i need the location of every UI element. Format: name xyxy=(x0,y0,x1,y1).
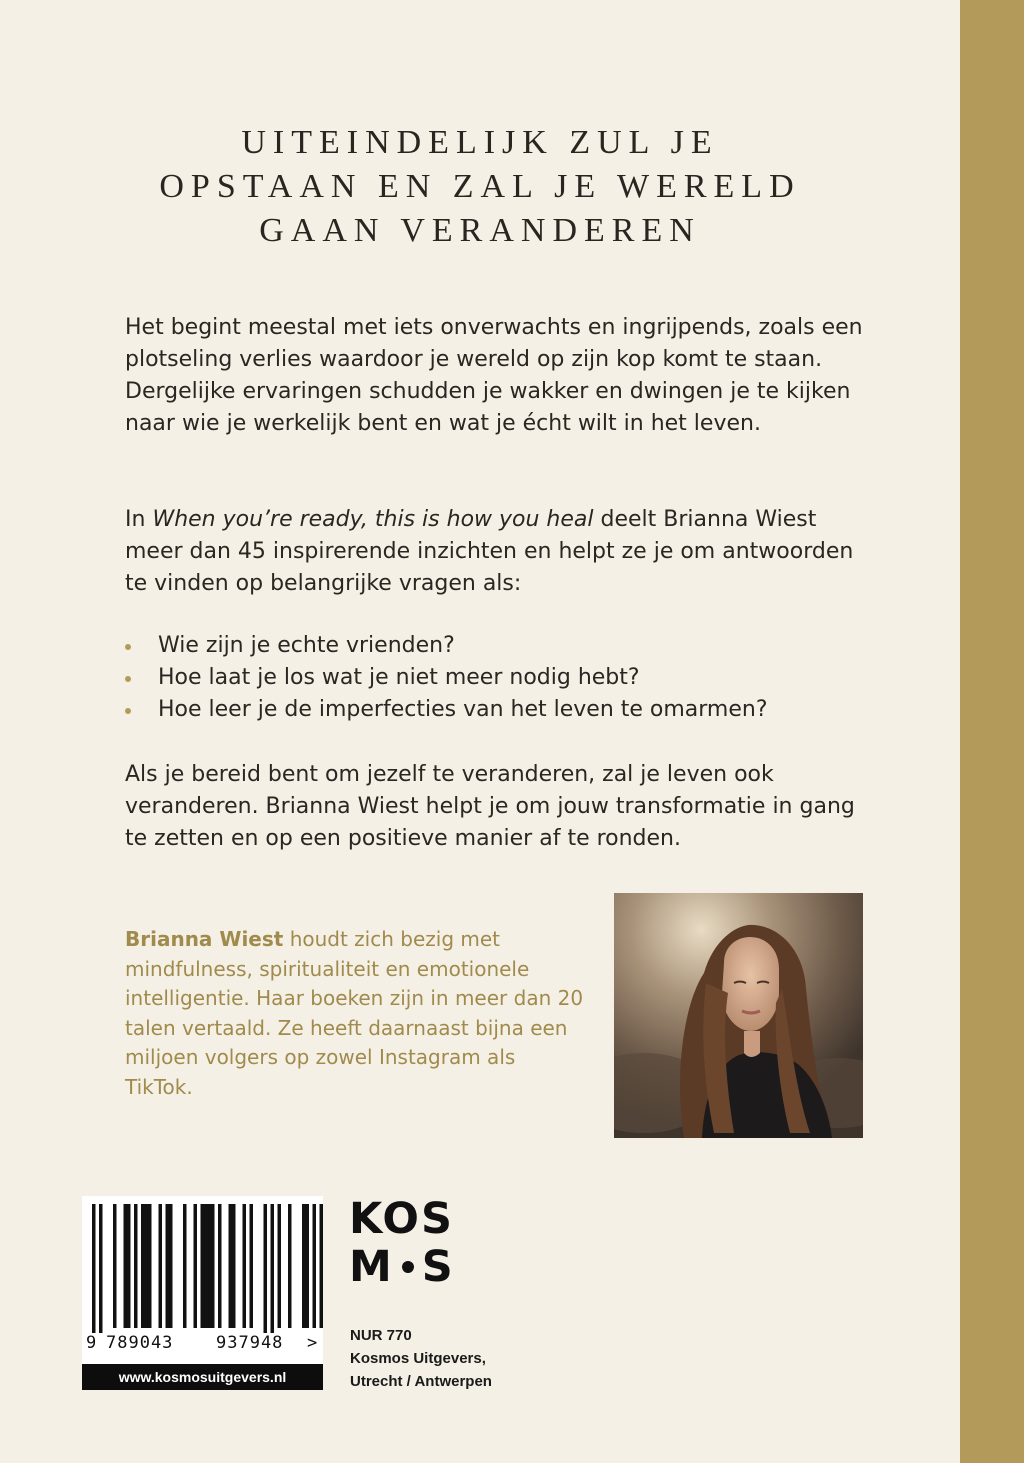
isbn-first-digit: 9 xyxy=(86,1333,98,1353)
nur-code: NUR 770 xyxy=(350,1327,412,1344)
author-portrait-illustration xyxy=(614,893,863,1138)
isbn-trailer: > xyxy=(307,1333,319,1353)
list-item xyxy=(125,630,885,662)
barcode-bar xyxy=(113,1204,117,1328)
barcode-bar xyxy=(320,1204,324,1328)
barcode-bar xyxy=(92,1204,96,1333)
publisher-city: Utrecht / Antwerpen xyxy=(350,1373,492,1390)
list-item-text: Hoe laat je los wat je niet meer nodig hebt? xyxy=(158,665,640,690)
publisher-website: www.kosmosuitgevers.nl xyxy=(82,1364,323,1390)
closing-paragraph: Als je bereid bent om jezelf te veranderen, zal je leven ook veranderen. Brianna Wiest helpt je om jouw transformatie in gang te zetten en op een positieve manier af te ronden. xyxy=(125,762,855,851)
logo-letter-m: M xyxy=(349,1242,394,1292)
publisher-name: Kosmos Uitgevers, xyxy=(350,1350,486,1367)
barcode-bar xyxy=(201,1204,215,1328)
book-title: When you’re ready, this is how you heal xyxy=(152,507,594,532)
book-paragraph xyxy=(125,504,870,600)
book-paragraph-prefix: In xyxy=(125,507,153,532)
author-bio-text: houdt zich bezig met mindfulness, spiritualiteit en emotionele intelligentie. Haar boeken zijn in meer dan 20 talen vertaald. Ze heeft daarnaast bijna een miljoen volgers op zowel Instagram als TikTok. xyxy=(125,927,584,1099)
headline-line-2: OPSTAAN EN ZAL JE WERELD xyxy=(159,168,801,205)
logo-dot-icon xyxy=(402,1261,414,1273)
barcode-bar xyxy=(134,1204,138,1328)
kosmos-logo xyxy=(349,1195,469,1291)
author-bio xyxy=(125,925,585,1102)
list-item-text: Hoe leer je de imperfecties van het leven te omarmen? xyxy=(158,697,768,722)
barcode-bar xyxy=(194,1204,198,1328)
barcode-bar xyxy=(141,1204,152,1328)
barcode-bar xyxy=(218,1204,222,1328)
bullet-icon xyxy=(125,644,131,650)
barcode-bar xyxy=(250,1204,254,1328)
barcode-bar xyxy=(166,1204,173,1328)
barcode-bar xyxy=(243,1204,247,1328)
publisher-info xyxy=(350,1324,492,1393)
barcode-bar xyxy=(288,1204,292,1328)
isbn-barcode xyxy=(82,1196,323,1390)
barcode-bar xyxy=(271,1204,275,1333)
list-item-text: Wie zijn je echte vrienden? xyxy=(158,633,455,658)
barcode-bar xyxy=(124,1204,131,1328)
barcode-bar xyxy=(302,1204,309,1328)
barcode-bars xyxy=(82,1196,323,1333)
logo-line-1: KOS xyxy=(349,1194,454,1244)
intro-paragraph: Het begint meestal met iets onverwachts en ingrijpends, zoals een plotseling verlies waardoor je wereld op zijn kop komt te staan. Dergelijke ervaringen schudden je wakker en dwingen je te kijken naar wie je werkelijk bent en wat je écht wilt in het leven. xyxy=(125,315,863,436)
author-photo xyxy=(614,893,863,1138)
logo-line-2 xyxy=(349,1243,469,1291)
barcode-bar xyxy=(313,1204,317,1328)
isbn-group-1: 789043 xyxy=(106,1333,174,1353)
barcode-bar xyxy=(159,1204,163,1328)
headline-line-3: GAAN VERANDEREN xyxy=(259,212,701,249)
question-list xyxy=(125,630,885,726)
logo-letter-s: S xyxy=(421,1242,455,1292)
book-paragraph-suffix: deelt Brianna Wiest meer dan 45 inspirerende inzichten en helpt ze je om antwoorden te vinden op belangrijke vragen als: xyxy=(125,507,854,596)
isbn-number xyxy=(82,1333,323,1359)
headline-line-1: UITEINDELIJK ZUL JE xyxy=(241,124,719,161)
isbn-group-2: 937948 xyxy=(216,1333,284,1353)
book-spine xyxy=(960,0,1024,1463)
list-item xyxy=(125,694,885,726)
barcode-bar xyxy=(278,1204,282,1328)
author-name: Brianna Wiest xyxy=(125,927,284,951)
barcode-bar xyxy=(264,1204,268,1333)
barcode-bar xyxy=(183,1204,187,1328)
list-item xyxy=(125,662,885,694)
barcode-bar xyxy=(99,1204,103,1333)
barcode-bar xyxy=(229,1204,236,1328)
bullet-icon xyxy=(125,708,131,714)
bullet-icon xyxy=(125,676,131,682)
